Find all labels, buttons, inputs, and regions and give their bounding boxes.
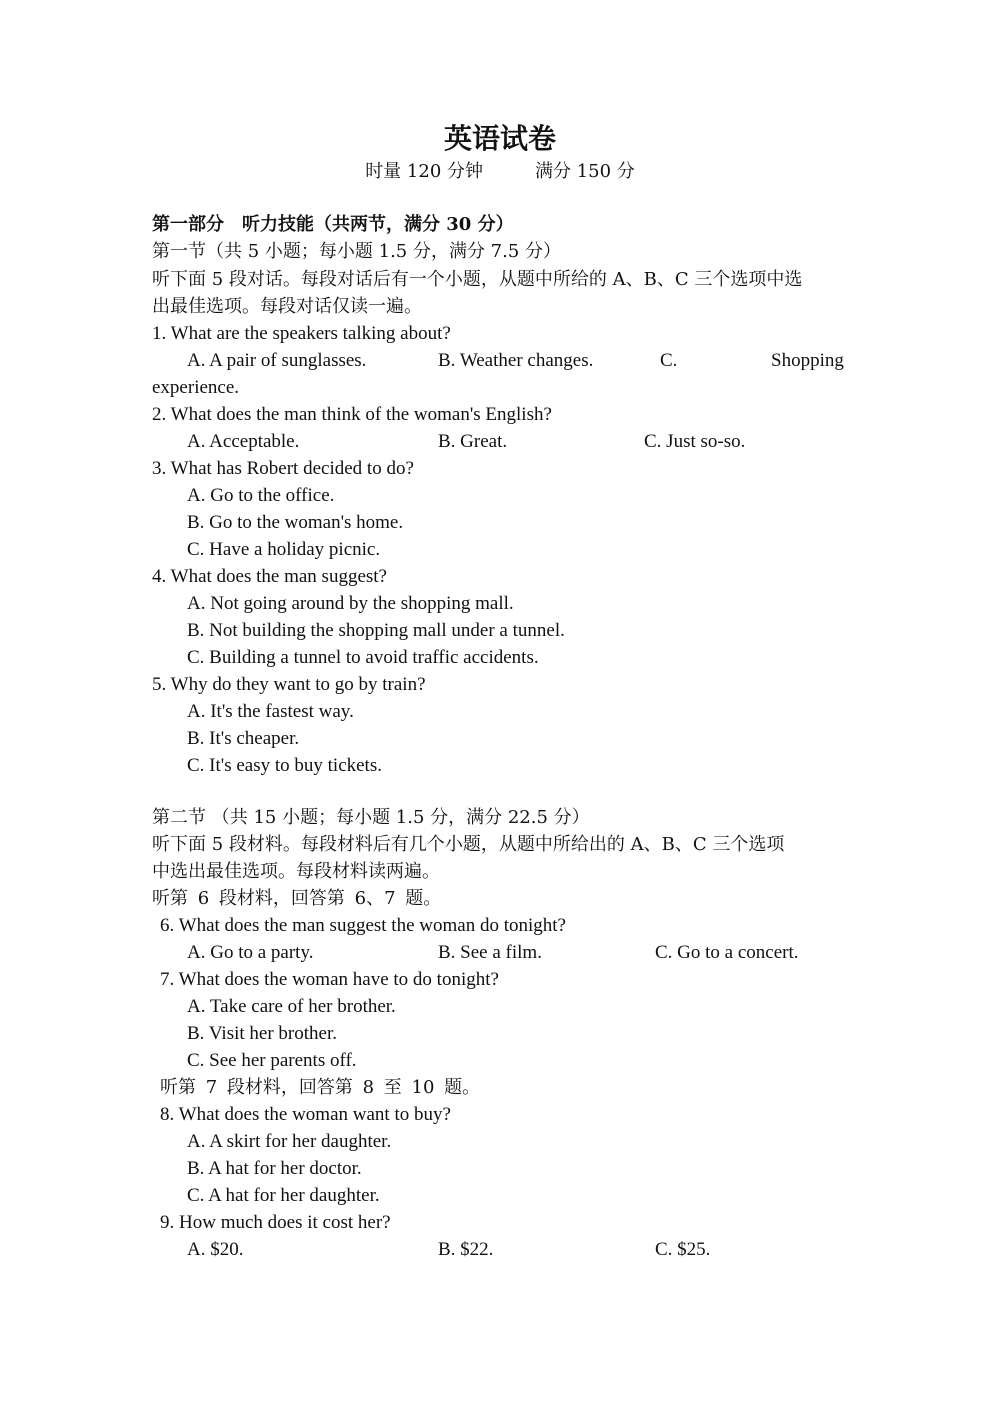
exam-time: 时量 120 分钟	[365, 161, 483, 182]
section1-heading: 第一节（共 5 小题；每小题 1.5 分，满分 7.5 分）	[152, 241, 562, 262]
question-9-stem: 9. How much does it cost her?	[160, 1212, 391, 1233]
question-8-option-b: B. A hat for her doctor.	[187, 1158, 362, 1179]
question-8-stem: 8. What does the woman want to buy?	[160, 1104, 451, 1125]
question-3-stem: 3. What has Robert decided to do?	[152, 458, 414, 479]
question-1-option-a: A. A pair of sunglasses.	[187, 350, 367, 371]
question-2-stem: 2. What does the man think of the woman's English?	[152, 404, 552, 425]
part1-heading: 第一部分 听力技能（共两节，满分 30 分）	[152, 214, 514, 235]
question-1-stem: 1. What are the speakers talking about?	[152, 323, 451, 344]
question-3-option-c: C. Have a holiday picnic.	[187, 539, 381, 560]
question-5-option-c: C. It's easy to buy tickets.	[187, 755, 382, 776]
question-9-option-a: A. $20.	[187, 1239, 244, 1260]
question-5-option-b: B. It's cheaper.	[187, 728, 300, 749]
section1-instructions-2: 出最佳选项。每段对话仅读一遍。	[152, 296, 422, 317]
question-6-option-b: B. See a film.	[438, 942, 542, 963]
question-5-stem: 5. Why do they want to go by train?	[152, 674, 426, 695]
question-2-option-c: C. Just so-so.	[644, 431, 746, 452]
question-4-option-a: A. Not going around by the shopping mall.	[187, 593, 514, 614]
question-8-option-c: C. A hat for her daughter.	[187, 1185, 380, 1206]
material-7-note: 听第 7 段材料，回答第 8 至 10 题。	[160, 1077, 481, 1098]
question-8-option-a: A. A skirt for her daughter.	[187, 1131, 392, 1152]
question-2-option-b: B. Great.	[438, 431, 508, 452]
question-7-option-c: C. See her parents off.	[187, 1050, 357, 1071]
exam-title: 英语试卷	[443, 122, 556, 155]
question-3-option-b: B. Go to the woman's home.	[187, 512, 404, 533]
question-4-option-b: B. Not building the shopping mall under a tunnel.	[187, 620, 565, 641]
question-6-stem: 6. What does the man suggest the woman do tonight?	[160, 915, 566, 936]
question-4-option-c: C. Building a tunnel to avoid traffic accidents.	[187, 647, 539, 668]
question-1-option-c: C.	[660, 350, 678, 371]
exam-info	[0, 160, 1000, 184]
question-1-option-c-continued: experience.	[152, 377, 240, 398]
section2-heading: 第二节 （共 15 小题；每小题 1.5 分，满分 22.5 分）	[152, 807, 590, 828]
question-7-option-b: B. Visit her brother.	[187, 1023, 337, 1044]
question-3-option-a: A. Go to the office.	[187, 485, 335, 506]
question-5-option-a: A. It's the fastest way.	[187, 701, 354, 722]
question-1-option-c-text: Shopping	[771, 350, 844, 371]
question-6-option-c: C. Go to a concert.	[655, 942, 799, 963]
section2-instructions-1: 听下面 5 段材料。每段材料后有几个小题，从题中所给出的 A、B、C 三个选项	[152, 834, 785, 855]
question-9-option-c: C. $25.	[655, 1239, 711, 1260]
question-2-option-a: A. Acceptable.	[187, 431, 300, 452]
question-6-option-a: A. Go to a party.	[187, 942, 314, 963]
material-6-note: 听第 6 段材料，回答第 6、7 题。	[152, 888, 442, 909]
section2-instructions-2: 中选出最佳选项。每段材料读两遍。	[152, 861, 440, 882]
question-7-stem: 7. What does the woman have to do tonight?	[160, 969, 499, 990]
question-9-option-b: B. $22.	[438, 1239, 494, 1260]
question-1-option-b: B. Weather changes.	[438, 350, 594, 371]
section1-instructions-1: 听下面 5 段对话。每段对话后有一个小题，从题中所给的 A、B、C 三个选项中选	[152, 269, 803, 290]
exam-score: 满分 150 分	[535, 161, 635, 182]
question-4-stem: 4. What does the man suggest?	[152, 566, 387, 587]
question-7-option-a: A. Take care of her brother.	[187, 996, 396, 1017]
